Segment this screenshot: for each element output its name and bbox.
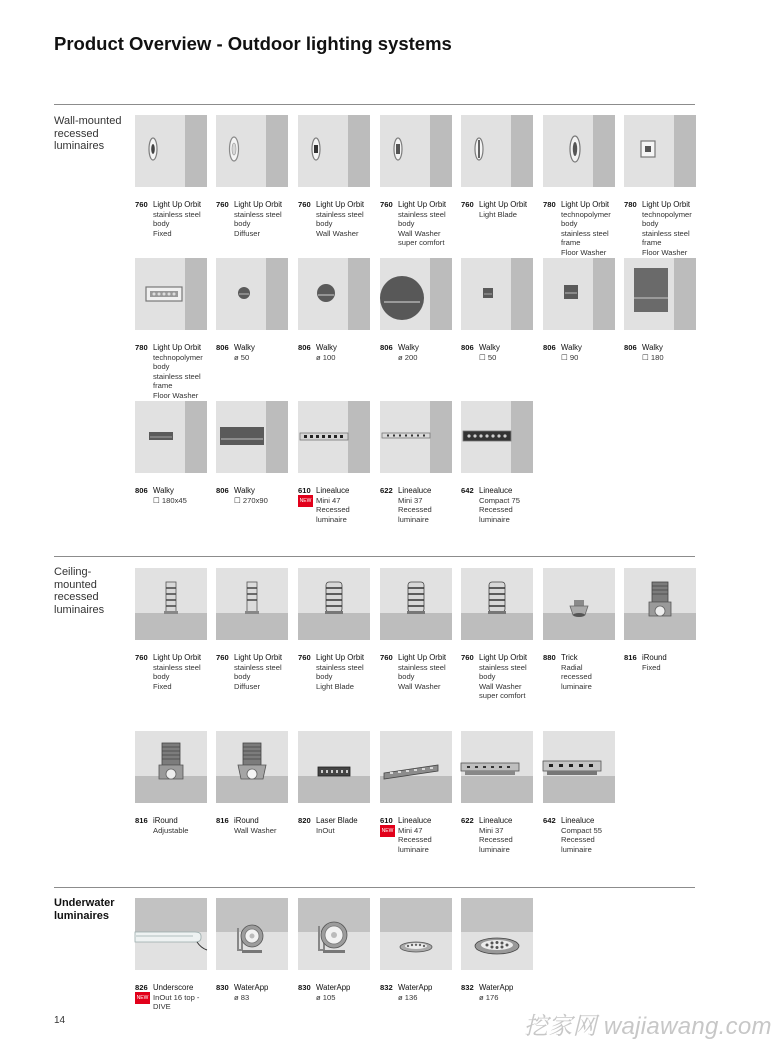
product-spec: body (642, 219, 659, 229)
new-badge: NEW (380, 825, 395, 837)
product-name: Walky (316, 343, 337, 352)
product-card[interactable] (216, 258, 288, 362)
product-code: 830 (298, 983, 311, 992)
product-spec: body (153, 219, 170, 229)
orbit-cylinder-icon (135, 568, 207, 640)
product-code: 642 (461, 486, 474, 495)
product-name: Walky (153, 486, 174, 495)
product-name: Light Up Orbit (479, 200, 528, 209)
product-name: Walky (234, 486, 255, 495)
product-card[interactable] (543, 115, 615, 258)
product-thumbnail (216, 258, 288, 330)
product-spec: body (316, 219, 333, 229)
product-name: Walky (642, 343, 663, 352)
product-spec: luminaire (479, 844, 510, 854)
product-thumbnail (135, 115, 207, 187)
product-spec: ☐ 270x90 (234, 495, 268, 505)
product-thumbnail (624, 115, 696, 187)
product-spec: body (153, 672, 170, 682)
product-code: 832 (380, 983, 393, 992)
product-spec: Fixed (642, 662, 661, 672)
product-thumbnail (135, 258, 207, 330)
product-code: 760 (135, 653, 148, 662)
product-name: Linealuce (398, 486, 432, 495)
section-divider-wall (54, 104, 695, 105)
product-name: Light Up Orbit (234, 200, 283, 209)
product-thumbnail (216, 568, 288, 640)
product-thumbnail (543, 115, 615, 187)
product-spec: ø 200 (398, 352, 418, 362)
product-spec: luminaire (398, 514, 429, 524)
product-name: WaterApp (398, 983, 433, 992)
product-thumbnail (380, 115, 452, 187)
product-spec: body (234, 672, 251, 682)
product-spec: ☐ 90 (561, 352, 579, 362)
product-name: Light Up Orbit (479, 653, 528, 662)
product-code: 622 (461, 816, 474, 825)
product-thumbnail (298, 258, 370, 330)
product-name: Linealuce (398, 816, 432, 825)
product-thumbnail (216, 115, 288, 187)
product-spec: ø 50 (234, 352, 250, 362)
product-spec: Light Blade (316, 681, 354, 691)
section-divider-ceiling (54, 556, 695, 557)
product-code: 806 (380, 343, 393, 352)
product-thumbnail (298, 731, 370, 803)
product-name: Trick (561, 653, 578, 662)
product-spec: Wall Washer (479, 681, 522, 691)
product-spec: body (398, 672, 415, 682)
product-code: 806 (216, 343, 229, 352)
product-spec: technopolymer (561, 209, 611, 219)
product-code: 806 (298, 343, 311, 352)
product-card[interactable] (135, 401, 207, 505)
product-thumbnail (461, 731, 533, 803)
product-spec: body (561, 219, 578, 229)
product-thumbnail (380, 568, 452, 640)
product-spec: Wall Washer (398, 681, 441, 691)
product-name: iRound (153, 816, 178, 825)
product-spec: Recessed (398, 835, 432, 845)
product-spec: Diffuser (234, 228, 261, 238)
orbit-round-icon (298, 115, 370, 187)
product-thumbnail (298, 115, 370, 187)
product-spec: body (316, 672, 333, 682)
product-card[interactable] (624, 568, 696, 672)
product-spec: stainless steel (398, 662, 446, 672)
product-card[interactable] (380, 898, 452, 1002)
product-spec: stainless steel (479, 662, 527, 672)
product-code: 760 (461, 200, 474, 209)
linealuce-compact-75-icon (461, 401, 533, 473)
iround-wall-washer-icon (216, 731, 288, 803)
product-spec: Radial recessed (561, 662, 592, 682)
product-name: Walky (479, 343, 500, 352)
product-name: Linealuce (479, 816, 513, 825)
product-spec: Recessed (398, 505, 432, 515)
product-spec: ø 105 (316, 992, 336, 1002)
linealuce-ceiling-47-icon (380, 731, 452, 803)
product-spec: Diffuser (234, 681, 261, 691)
product-card[interactable] (380, 258, 452, 362)
page-number: 14 (54, 1015, 66, 1026)
walky-square-small-icon (461, 258, 533, 330)
product-thumbnail (543, 258, 615, 330)
product-spec: stainless steel (153, 209, 201, 219)
product-name: Underscore (153, 983, 194, 992)
product-spec: ☐ 50 (479, 352, 497, 362)
product-card[interactable] (216, 731, 288, 835)
product-name: Linealuce (561, 816, 595, 825)
product-spec: luminaire (316, 514, 347, 524)
product-card[interactable] (461, 258, 533, 362)
walky-rect-large-icon (216, 401, 288, 473)
product-spec: body (398, 219, 415, 229)
walky-square-medium-icon (543, 258, 615, 330)
product-name: Walky (234, 343, 255, 352)
product-spec: body (479, 672, 496, 682)
product-spec: super comfort (479, 691, 526, 701)
product-card[interactable] (298, 731, 370, 835)
product-code: 760 (216, 653, 229, 662)
product-name: Linealuce (479, 486, 513, 495)
product-spec: Light Blade (479, 209, 517, 219)
product-name: Light Up Orbit (642, 200, 691, 209)
product-code: 760 (135, 200, 148, 209)
orbit-rect-frame-icon (135, 258, 207, 330)
product-spec: super comfort (398, 238, 445, 248)
product-name: WaterApp (479, 983, 514, 992)
product-spec: luminaire (561, 681, 592, 691)
product-thumbnail (461, 115, 533, 187)
walky-round-small-icon (216, 258, 288, 330)
product-code: 880 (543, 653, 556, 662)
product-spec: Compact 75 (479, 495, 520, 505)
product-spec: ☐ 180x45 (153, 495, 187, 505)
orbit-round-icon (380, 115, 452, 187)
product-spec: technopolymer (642, 209, 692, 219)
product-spec: Mini 47 (316, 495, 341, 505)
product-code: 820 (298, 816, 311, 825)
product-code: 806 (624, 343, 637, 352)
product-card[interactable] (298, 568, 370, 691)
product-card[interactable] (461, 401, 533, 524)
product-thumbnail (461, 898, 533, 970)
product-card[interactable] (380, 401, 452, 524)
product-spec: Recessed (316, 505, 350, 515)
product-spec: ☐ 180 (642, 352, 664, 362)
orbit-round-icon (135, 115, 207, 187)
product-code: 806 (461, 343, 474, 352)
product-thumbnail (624, 258, 696, 330)
walky-rect-small-icon (135, 401, 207, 473)
iround-adjustable-icon (135, 731, 207, 803)
product-spec: stainless steel frame (153, 371, 201, 391)
product-spec: Fixed (153, 681, 172, 691)
product-thumbnail (624, 568, 696, 640)
product-spec: Wall Washer (234, 825, 277, 835)
product-spec: Wall Washer (398, 228, 441, 238)
product-spec: luminaire (398, 844, 429, 854)
product-name: WaterApp (316, 983, 351, 992)
orbit-round-icon (216, 115, 288, 187)
product-card[interactable] (135, 898, 207, 1012)
product-spec: stainless steel (316, 662, 364, 672)
product-thumbnail (298, 898, 370, 970)
product-code: 826 (135, 983, 148, 992)
product-name: Walky (561, 343, 582, 352)
product-spec: body (153, 362, 170, 372)
product-thumbnail (543, 568, 615, 640)
product-card[interactable] (461, 115, 533, 219)
product-card[interactable] (298, 401, 370, 524)
product-spec: Floor Washer (561, 247, 607, 257)
new-badge: NEW (298, 495, 313, 507)
product-name: Light Up Orbit (153, 343, 202, 352)
linealuce-ceiling-55-icon (543, 731, 615, 803)
product-spec: InOut (316, 825, 335, 835)
product-code: 830 (216, 983, 229, 992)
product-card[interactable] (216, 115, 288, 238)
product-name: Light Up Orbit (234, 653, 283, 662)
product-spec: body (234, 219, 251, 229)
laser-blade-icon (298, 731, 370, 803)
product-spec: Recessed (561, 835, 595, 845)
product-code: 816 (624, 653, 637, 662)
orbit-cylinder-wide-icon (461, 568, 533, 640)
product-name: Linealuce (316, 486, 350, 495)
product-thumbnail (461, 568, 533, 640)
walky-round-large-icon (380, 258, 452, 330)
product-spec: DIVE (153, 1002, 171, 1012)
product-card[interactable] (135, 258, 207, 401)
product-thumbnail (135, 568, 207, 640)
product-card[interactable] (624, 115, 696, 258)
product-card[interactable] (380, 731, 452, 854)
orbit-cylinder-wide-icon (298, 568, 370, 640)
product-thumbnail (216, 401, 288, 473)
product-name: Light Up Orbit (316, 200, 365, 209)
section-divider-underwater (54, 887, 695, 888)
product-name: Laser Blade (316, 816, 358, 825)
product-thumbnail (298, 568, 370, 640)
product-spec: Floor Washer (153, 390, 199, 400)
product-thumbnail (461, 401, 533, 473)
product-spec: stainless steel (398, 209, 446, 219)
product-code: 760 (216, 200, 229, 209)
waterapp-projector-small-icon (216, 898, 288, 970)
product-code: 760 (461, 653, 474, 662)
product-code: 760 (380, 200, 393, 209)
walky-round-medium-icon (298, 258, 370, 330)
product-spec: stainless steel (234, 209, 282, 219)
product-spec: luminaire (479, 514, 510, 524)
product-card[interactable] (380, 115, 452, 248)
product-thumbnail (216, 731, 288, 803)
product-card[interactable] (216, 568, 288, 691)
product-code: 806 (543, 343, 556, 352)
product-code: 642 (543, 816, 556, 825)
product-spec: stainless steel frame (561, 228, 609, 248)
section-label-ceiling: Ceiling-mounted recessed luminaires (54, 566, 105, 616)
product-code: 806 (216, 486, 229, 495)
waterapp-disc-large-icon (461, 898, 533, 970)
product-code: 806 (135, 486, 148, 495)
product-spec: luminaire (561, 844, 592, 854)
product-spec: Mini 47 (398, 825, 423, 835)
product-code: 816 (216, 816, 229, 825)
product-name: Light Up Orbit (153, 653, 202, 662)
product-name: WaterApp (234, 983, 269, 992)
product-code: 760 (298, 200, 311, 209)
product-thumbnail (216, 898, 288, 970)
product-name: iRound (234, 816, 259, 825)
product-card[interactable] (380, 568, 452, 691)
product-code: 832 (461, 983, 474, 992)
product-spec: ø 100 (316, 352, 336, 362)
waterapp-projector-large-icon (298, 898, 370, 970)
product-card[interactable] (461, 898, 533, 1002)
product-thumbnail (380, 731, 452, 803)
section-label-underwater: Underwater luminaires (54, 897, 115, 922)
product-spec: InOut 16 top - (153, 992, 200, 1002)
product-spec: Compact 55 (561, 825, 602, 835)
product-code: 780 (135, 343, 148, 352)
product-card[interactable] (543, 568, 615, 691)
section-label-wall: Wall-mounted recessed luminaires (54, 115, 122, 152)
product-thumbnail (380, 898, 452, 970)
orbit-square-icon (624, 115, 696, 187)
new-badge: NEW (135, 992, 150, 1004)
orbit-cylinder-icon (216, 568, 288, 640)
product-name: Light Up Orbit (561, 200, 610, 209)
product-name: Walky (398, 343, 419, 352)
product-spec: stainless steel (234, 662, 282, 672)
product-spec: Recessed (479, 505, 513, 515)
linealuce-mini-37-icon (380, 401, 452, 473)
product-spec: stainless steel (316, 209, 364, 219)
product-spec: stainless steel (153, 662, 201, 672)
orbit-round-icon (543, 115, 615, 187)
product-card[interactable] (216, 401, 288, 505)
product-spec: ø 176 (479, 992, 499, 1002)
product-thumbnail (543, 731, 615, 803)
product-name: Light Up Orbit (398, 653, 447, 662)
product-card[interactable] (543, 258, 615, 362)
product-spec: Mini 37 (398, 495, 423, 505)
page-title: Product Overview - Outdoor lighting systems (54, 33, 452, 54)
product-spec: Mini 37 (479, 825, 504, 835)
walky-square-large-icon (624, 258, 696, 330)
product-code: 610 (380, 816, 393, 825)
product-card[interactable] (461, 568, 533, 701)
product-thumbnail (298, 401, 370, 473)
product-thumbnail (380, 401, 452, 473)
product-card[interactable] (624, 258, 696, 362)
product-code: 610 (298, 486, 311, 495)
orbit-round-icon (461, 115, 533, 187)
watermark: 挖家网 wajiawang.com (524, 1013, 772, 1040)
product-code: 780 (624, 200, 637, 209)
product-name: Light Up Orbit (398, 200, 447, 209)
product-card[interactable] (543, 731, 615, 854)
product-spec: Recessed (479, 835, 513, 845)
product-spec: Wall Washer (316, 228, 359, 238)
product-code: 760 (380, 653, 393, 662)
product-thumbnail (135, 898, 207, 970)
product-code: 780 (543, 200, 556, 209)
product-card[interactable] (135, 115, 207, 238)
product-thumbnail (461, 258, 533, 330)
product-spec: Fixed (153, 228, 172, 238)
product-card[interactable] (461, 731, 533, 854)
product-name: Light Up Orbit (153, 200, 202, 209)
product-card[interactable] (135, 731, 207, 835)
product-spec: Floor Washer (642, 247, 688, 257)
trick-downlight-icon (543, 568, 615, 640)
product-spec: technopolymer (153, 352, 203, 362)
underscore-strip-icon (135, 898, 207, 970)
iround-fixed-icon (624, 568, 696, 640)
product-card[interactable] (216, 898, 288, 1002)
product-spec: ø 83 (234, 992, 250, 1002)
product-spec: stainless steel frame (642, 228, 690, 248)
waterapp-disc-small-icon (380, 898, 452, 970)
product-name: iRound (642, 653, 667, 662)
product-card[interactable] (135, 568, 207, 691)
product-name: Light Up Orbit (316, 653, 365, 662)
product-spec: ø 136 (398, 992, 418, 1002)
product-spec: Adjustable (153, 825, 189, 835)
product-thumbnail (135, 731, 207, 803)
product-code: 816 (135, 816, 148, 825)
product-card[interactable] (298, 258, 370, 362)
product-card[interactable] (298, 115, 370, 238)
product-code: 760 (298, 653, 311, 662)
linealuce-ceiling-37-icon (461, 731, 533, 803)
linealuce-mini-47-icon (298, 401, 370, 473)
product-code: 622 (380, 486, 393, 495)
product-thumbnail (380, 258, 452, 330)
product-card[interactable] (298, 898, 370, 1002)
product-thumbnail (135, 401, 207, 473)
orbit-cylinder-wide-icon (380, 568, 452, 640)
